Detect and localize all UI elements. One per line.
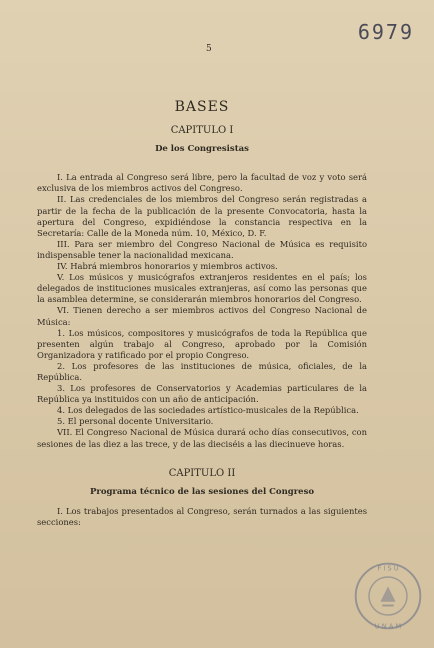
paragraph: II. Las credenciales de los miembros del Congreso serán registradas a partir de la fecha de la publicación de la presente Convocatoria, hasta la apertura del Congreso, expidiéndose la constancia respectiva en la Secretaría: Calle de la Moneda núm. 10, México, D. F. [37, 194, 367, 238]
svg-text:U N A M: U N A M [374, 622, 402, 631]
paragraph: 4. Los delegados de las sociedades artístico-musicales de la República. [57, 405, 359, 416]
paragraph: VI. Tienen derecho a ser miembros activos del Congreso Nacional de Música: [37, 305, 367, 327]
chapter-2-subheading: Programa técnico de las sesiones del Congreso [89, 486, 315, 497]
page-number: 5 [206, 44, 212, 54]
paragraph: III. Para ser miembro del Congreso Nacional de Música es requisito indispensable tener la nacionalidad mexicana. [37, 238, 367, 260]
library-seal-icon [350, 558, 426, 634]
paragraph: V. Los músicos y musicógrafos extranjeros residentes en el país; los delegados de instituciones musicales extranjeras, así como las personas que la asamblea determine, se considerarán miembros honorarios del Congreso. [37, 272, 367, 305]
chapter-1-subheading: De los Congresistas [155, 144, 249, 155]
paragraph: 5. El personal docente Universitario. [57, 416, 214, 427]
archive-stamp-number: 6979 [357, 20, 414, 44]
svg-text:F I S U: F I S U [377, 564, 399, 573]
chapter-2-heading: CAPITULO II [168, 467, 236, 479]
document-title: BASES [174, 99, 230, 115]
paragraph: 2. Los profesores de las instituciones de música, oficiales, de la República. [37, 360, 367, 382]
paragraph: I. Los trabajos presentados al Congreso, serán turnados a las siguientes secciones: [37, 505, 367, 527]
paragraph: I. La entrada al Congreso será libre, pero la facultad de voz y voto será exclusiva de los miembros activos del Congreso. [37, 172, 367, 194]
chapter-1-heading: CAPITULO I [170, 125, 234, 137]
paragraph: VII. El Congreso Nacional de Música durará ocho días consecutivos, con sesiones de las diez a las trece, y de las dieciséis a las diecinueve horas. [37, 427, 367, 449]
paragraph: IV. Habrá miembros honorarios y miembros activos. [57, 261, 278, 272]
paragraph: 1. Los músicos, compositores y musicógrafos de toda la República que presenten algún trabajo al Congreso, aprobado por la Comisión Organizadora y ratificado por el propio Congreso. [37, 327, 367, 360]
document-body [37, 99, 367, 528]
paragraph: 3. Los profesores de Conservatorios y Academias particulares de la República ya instituidos con un año de anticipación. [37, 383, 367, 405]
